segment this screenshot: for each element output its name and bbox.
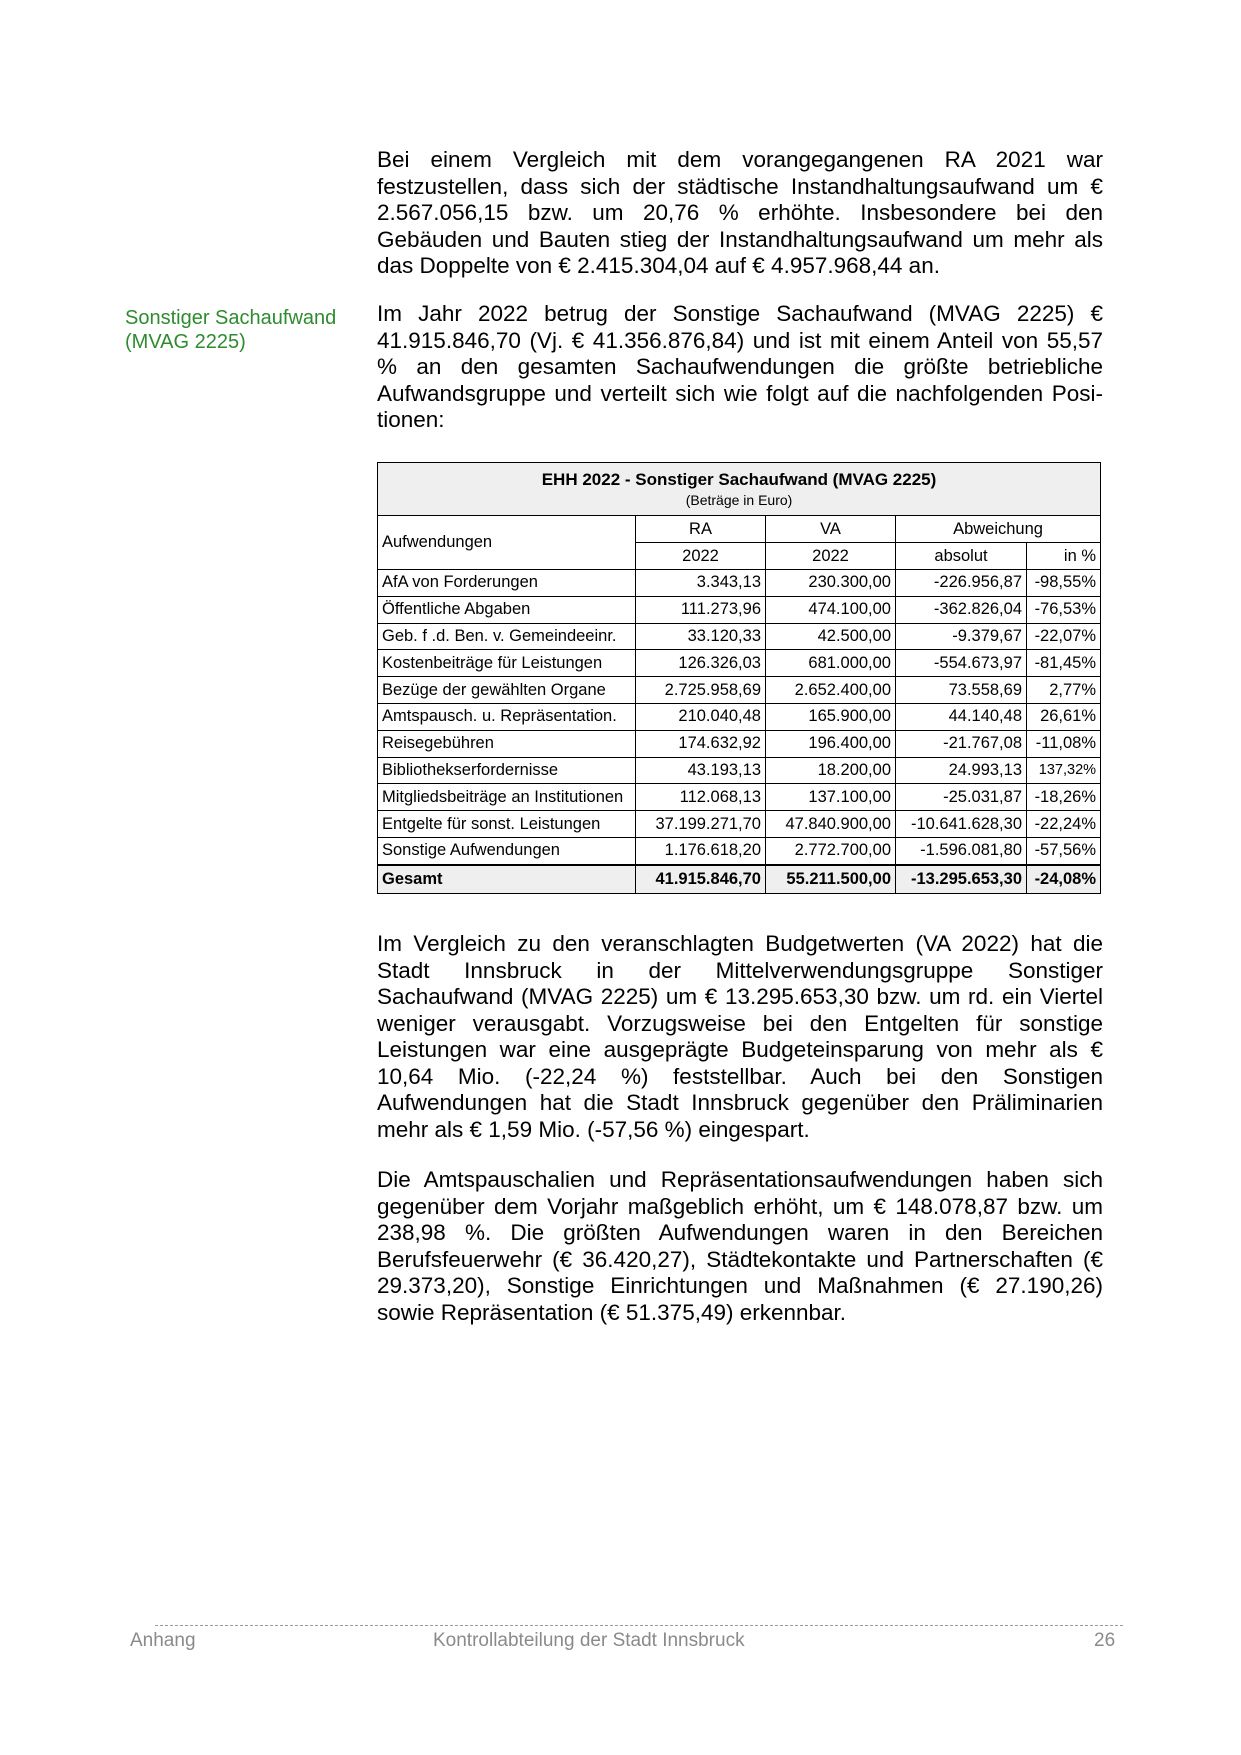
- header-va: VA: [766, 516, 896, 543]
- row-label: Bibliothekserfordernisse: [378, 757, 636, 784]
- row-pct: -98,55%: [1027, 570, 1101, 597]
- row-va: 2.772.700,00: [766, 837, 896, 864]
- row-va: 230.300,00: [766, 570, 896, 597]
- row-pct: 137,32%: [1027, 757, 1101, 784]
- footer-section: Anhang: [130, 1630, 196, 1651]
- header-aufwendungen: Aufwendungen: [378, 516, 636, 570]
- table-row: [378, 784, 1101, 811]
- table-row: [378, 811, 1101, 838]
- paragraph-sonstiger-sachaufwand-intro: Im Jahr 2022 betrug der Sonstige Sachaufwand (MVAG 2225) € 41.915.846,70 (Vj. € 41.356.876,84) und ist mit einem Anteil von 55,57 % an den gesamten Sachaufwendungen die größte betriebliche Aufwandsgruppe und verteilt sich wie folgt auf die nachfolgenden Positionen:: [377, 301, 1103, 432]
- row-label: Bezüge der gewählten Organe: [378, 677, 636, 704]
- row-ra: 43.193,13: [636, 757, 766, 784]
- row-label: Amtspausch. u. Repräsentation.: [378, 703, 636, 730]
- row-va: 196.400,00: [766, 730, 896, 757]
- row-va: 47.840.900,00: [766, 811, 896, 838]
- header-ra: RA: [636, 516, 766, 543]
- table-row: [378, 623, 1101, 650]
- row-ra: 1.176.618,20: [636, 837, 766, 864]
- row-pct: -81,45%: [1027, 650, 1101, 677]
- row-label: Geb. f .d. Ben. v. Gemeindeeinr.: [378, 623, 636, 650]
- header-ra-year: 2022: [636, 543, 766, 570]
- total-ra: 41.915.846,70: [636, 865, 766, 894]
- row-label: Mitgliedsbeiträge an Institutionen: [378, 784, 636, 811]
- row-ra: 3.343,13: [636, 570, 766, 597]
- table-row: [378, 837, 1101, 864]
- header-abweichung: Abweichung: [896, 516, 1101, 543]
- total-abs: -13.295.653,30: [896, 865, 1027, 894]
- row-ra: 2.725.958,69: [636, 677, 766, 704]
- row-va: 2.652.400,00: [766, 677, 896, 704]
- row-label: Kostenbeiträge für Leistungen: [378, 650, 636, 677]
- row-label: Entgelte für sonst. Leistungen: [378, 811, 636, 838]
- table-row: [378, 677, 1101, 704]
- row-pct: -11,08%: [1027, 730, 1101, 757]
- table-row: [378, 730, 1101, 757]
- row-va: 474.100,00: [766, 596, 896, 623]
- row-abs: -21.767,08: [896, 730, 1027, 757]
- table-row: [378, 596, 1101, 623]
- header-va-year: 2022: [766, 543, 896, 570]
- paragraph-amtspauschalien: Die Amtspauschalien und Repräsentationsaufwendungen haben sich gegenüber dem Vorjahr maßgeblich erhöht, um € 148.078,87 bzw. um 238,98 %. Die größten Aufwendungen waren in den Bereichen Berufsfeuerwehr (€ 36.420,27), Städtekontakte und Partnerschaften (€ 29.373,20), Sonstige Einrichtungen und Maßnahmen (€ 27.190,26) sowie Repräsentation (€ 51.375,49) erkennbar.: [377, 1167, 1103, 1325]
- row-va: 137.100,00: [766, 784, 896, 811]
- row-abs: 73.558,69: [896, 677, 1027, 704]
- row-label: AfA von Forderungen: [378, 570, 636, 597]
- row-va: 18.200,00: [766, 757, 896, 784]
- row-pct: -22,07%: [1027, 623, 1101, 650]
- row-va: 681.000,00: [766, 650, 896, 677]
- footer-organization: Kontrollabteilung der Stadt Innsbruck: [433, 1630, 745, 1651]
- row-ra: 111.273,96: [636, 596, 766, 623]
- side-label-sonstiger-sachaufwand: Sonstiger Sachaufwand (MVAG 2225): [125, 307, 337, 353]
- row-abs: -10.641.628,30: [896, 811, 1027, 838]
- row-abs: -226.956,87: [896, 570, 1027, 597]
- row-abs: 44.140,48: [896, 703, 1027, 730]
- table-subtitle: (Beträge in Euro): [685, 492, 793, 508]
- row-ra: 210.040,48: [636, 703, 766, 730]
- header-in-percent: in %: [1027, 543, 1101, 570]
- total-label: Gesamt: [378, 865, 636, 894]
- table-row: [378, 757, 1101, 784]
- row-va: 42.500,00: [766, 623, 896, 650]
- row-ra: 126.326,03: [636, 650, 766, 677]
- row-label: Öffentliche Abgaben: [378, 596, 636, 623]
- table-total-row: [378, 865, 1101, 894]
- footer-divider: [155, 1625, 1123, 1626]
- row-label: Sonstige Aufwendungen: [378, 837, 636, 864]
- row-pct: -76,53%: [1027, 596, 1101, 623]
- table-row: [378, 650, 1101, 677]
- table-title: EHH 2022 - Sonstiger Sachaufwand (MVAG 2225): [541, 470, 937, 489]
- row-pct: -57,56%: [1027, 837, 1101, 864]
- row-abs: -362.826,04: [896, 596, 1027, 623]
- row-pct: -18,26%: [1027, 784, 1101, 811]
- row-abs: 24.993,13: [896, 757, 1027, 784]
- row-ra: 37.199.271,70: [636, 811, 766, 838]
- total-pct: -24,08%: [1027, 865, 1101, 894]
- footer-page-number: 26: [1094, 1630, 1116, 1651]
- row-ra: 33.120,33: [636, 623, 766, 650]
- row-ra: 174.632,92: [636, 730, 766, 757]
- row-abs: -9.379,67: [896, 623, 1027, 650]
- table-row: [378, 570, 1101, 597]
- row-pct: 2,77%: [1027, 677, 1101, 704]
- row-label: Reisegebühren: [378, 730, 636, 757]
- header-absolut: absolut: [896, 543, 1027, 570]
- row-abs: -554.673,97: [896, 650, 1027, 677]
- paragraph-budget-vergleich: Im Vergleich zu den veranschlagten Budgetwerten (VA 2022) hat die Stadt Innsbruck in der Mittelverwendungsgruppe Sonstiger Sachaufwand (MVAG 2225) um € 13.295.653,30 bzw. um rd. ein Viertel weniger verausgabt. Vorzugsweise bei den Entgelten für sonstige Leistungen war eine ausgeprägte Budgeteinsparung von mehr als € 10,64 Mio. (-22,24 %) feststellbar. Auch bei den Sonstigen Aufwendungen hat die Stadt Innsbruck gegenüber den Präliminarien mehr als € 1,59 Mio. (-57,56 %) eingespart.: [377, 931, 1103, 1142]
- table-title-cell: [378, 463, 1101, 516]
- row-abs: -1.596.081,80: [896, 837, 1027, 864]
- sachaufwand-table: [377, 462, 1101, 894]
- row-va: 165.900,00: [766, 703, 896, 730]
- row-abs: -25.031,87: [896, 784, 1027, 811]
- sachaufwand-table-container: [377, 462, 1100, 894]
- row-pct: -22,24%: [1027, 811, 1101, 838]
- total-va: 55.211.500,00: [766, 865, 896, 894]
- row-pct: 26,61%: [1027, 703, 1101, 730]
- row-ra: 112.068,13: [636, 784, 766, 811]
- table-row: [378, 703, 1101, 730]
- paragraph-instandhaltung: Bei einem Vergleich mit dem vorangegangenen RA 2021 war festzustellen, dass sich der städtische Instandhaltungsaufwand um € 2.567.056,15 bzw. um 20,76 % erhöhte. Insbesondere bei den Gebäuden und Bauten stieg der Instandhaltungsaufwand um mehr als das Doppelte von € 2.415.304,04 auf € 4.957.968,44 an.: [377, 147, 1103, 278]
